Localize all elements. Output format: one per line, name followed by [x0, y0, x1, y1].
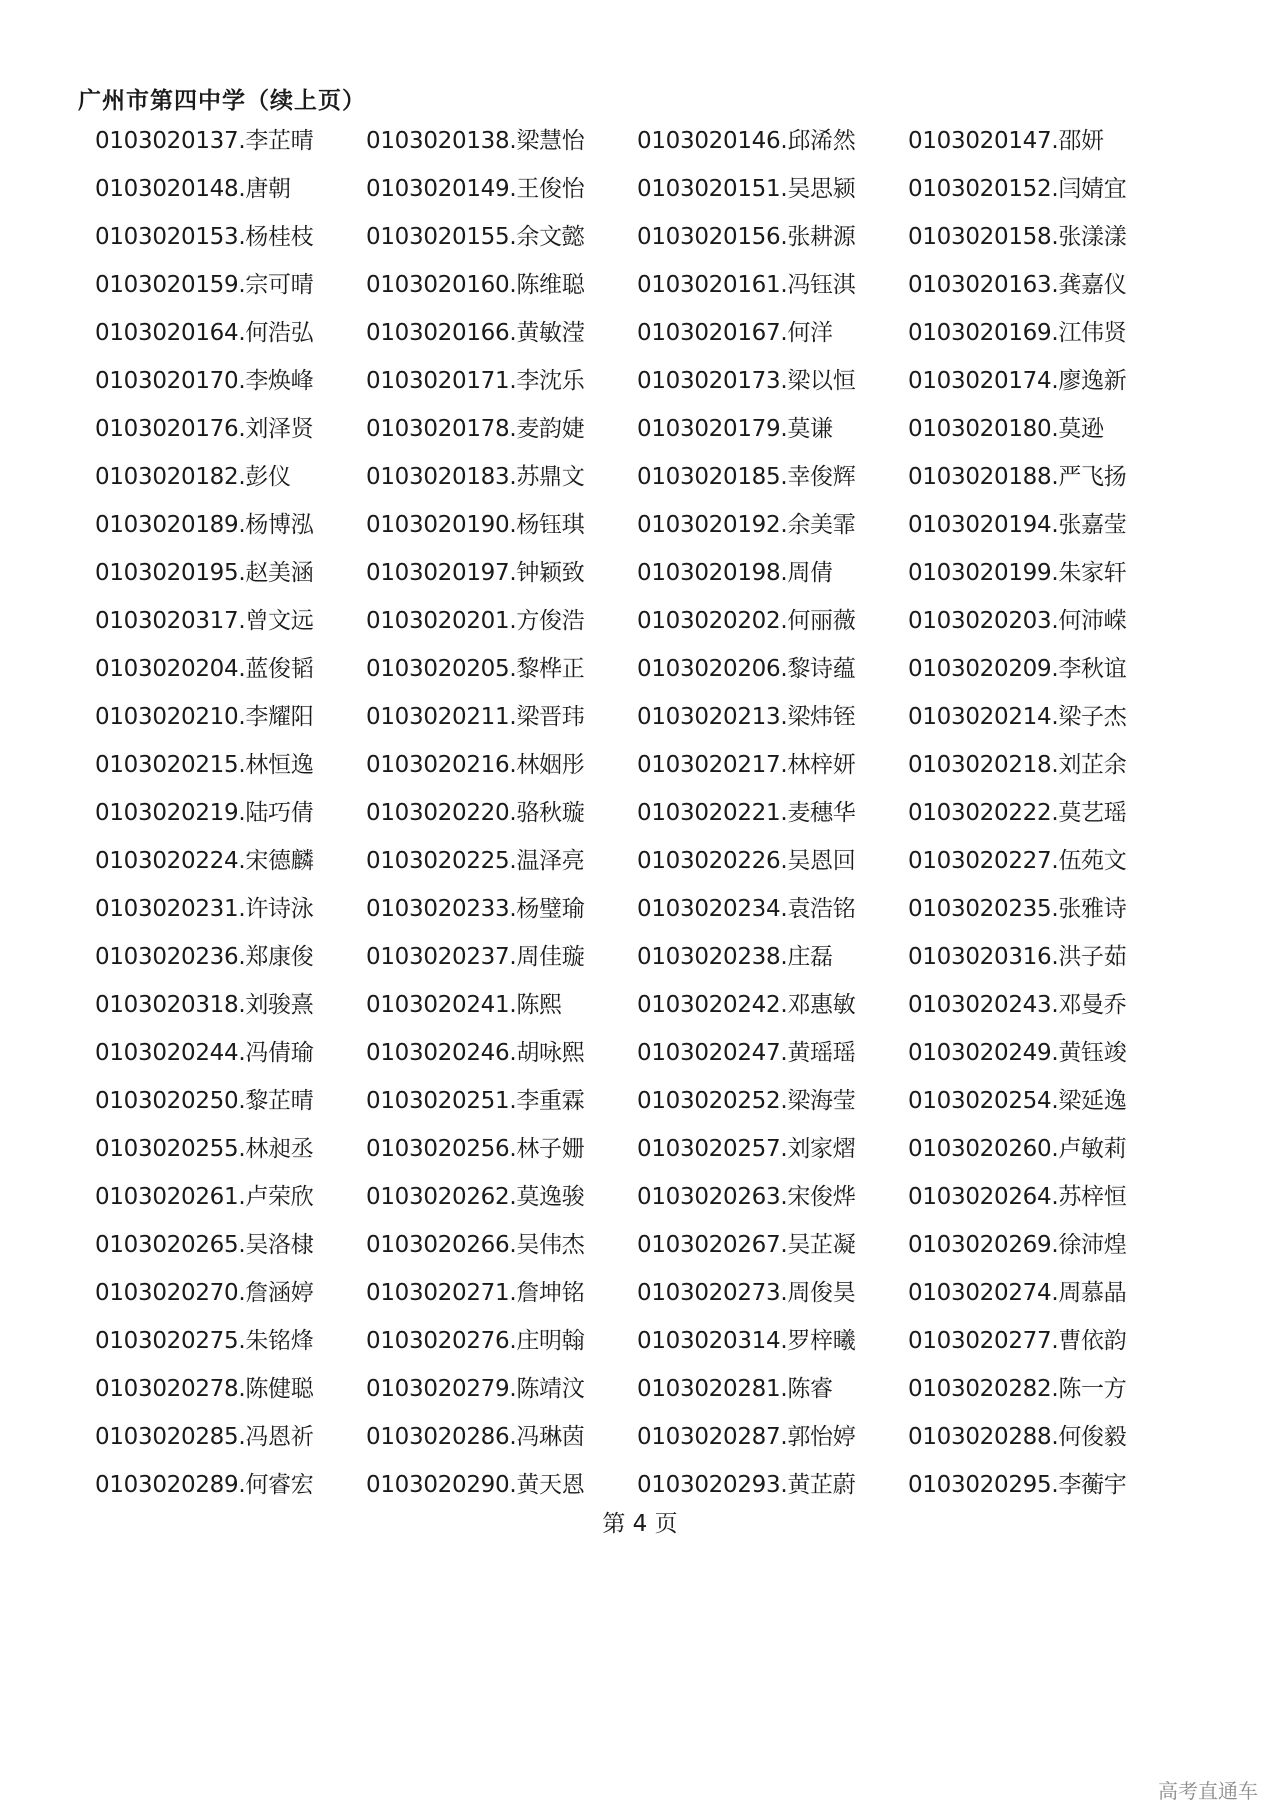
roster-entry: 0103020137.李芷晴: [95, 128, 314, 154]
roster-entry: 0103020244.冯倩瑜: [95, 1040, 314, 1066]
roster-entry: 0103020192.余美霏: [637, 512, 856, 538]
roster-entry: 0103020155.余文懿: [366, 224, 585, 250]
roster-entry: 0103020185.幸俊辉: [637, 464, 856, 490]
roster-entry: 0103020278.陈健聪: [95, 1376, 314, 1402]
roster-entry: 0103020264.苏梓恒: [908, 1184, 1127, 1210]
roster-entry: 0103020194.张嘉莹: [908, 512, 1127, 538]
roster-entry: 0103020250.黎芷晴: [95, 1088, 314, 1114]
roster-entry: 0103020265.吴洛棣: [95, 1232, 314, 1258]
roster-entry: 0103020289.何睿宏: [95, 1472, 314, 1498]
roster-entry: 0103020316.洪子茹: [908, 944, 1127, 970]
roster-entry: 0103020138.梁慧怡: [366, 128, 585, 154]
roster-entry: 0103020269.徐沛煌: [908, 1232, 1127, 1258]
roster-entry: 0103020202.何丽薇: [637, 608, 856, 634]
roster-entry: 0103020176.刘泽贤: [95, 416, 314, 442]
roster-entry: 0103020216.林姻彤: [366, 752, 585, 778]
roster-entry: 0103020221.麦穗华: [637, 800, 856, 826]
roster-entry: 0103020276.庄明翰: [366, 1328, 585, 1354]
roster-entry: 0103020279.陈靖汶: [366, 1376, 585, 1402]
roster-entry: 0103020209.李秋谊: [908, 656, 1127, 682]
roster-entry: 0103020219.陆巧倩: [95, 800, 314, 826]
roster-entry: 0103020215.林恒逸: [95, 752, 314, 778]
roster-entry: 0103020201.方俊浩: [366, 608, 585, 634]
roster-entry: 0103020231.许诗泳: [95, 896, 314, 922]
roster-entry: 0103020183.苏鼎文: [366, 464, 585, 490]
roster-entry: 0103020282.陈一方: [908, 1376, 1127, 1402]
roster-entry: 0103020226.吴恩回: [637, 848, 856, 874]
roster-entry: 0103020159.宗可晴: [95, 272, 314, 298]
roster-entry: 0103020146.邱浠然: [637, 128, 856, 154]
roster-entry: 0103020286.冯琳茵: [366, 1424, 585, 1450]
roster-entry: 0103020234.袁浩铭: [637, 896, 856, 922]
roster-entry: 0103020255.林昶丞: [95, 1136, 314, 1162]
roster-entry: 0103020290.黄天恩: [366, 1472, 585, 1498]
roster-entry: 0103020243.邓曼乔: [908, 992, 1127, 1018]
roster-entry: 0103020180.莫逊: [908, 416, 1104, 442]
roster-entry: 0103020179.莫谦: [637, 416, 833, 442]
roster-entry: 0103020222.莫艺瑶: [908, 800, 1127, 826]
roster-entry: 0103020271.詹坤铭: [366, 1280, 585, 1306]
roster-entry: 0103020266.吴伟杰: [366, 1232, 585, 1258]
roster-entry: 0103020261.卢荣欣: [95, 1184, 314, 1210]
roster-entry: 0103020247.黄瑶瑶: [637, 1040, 856, 1066]
roster-entry: 0103020237.周佳璇: [366, 944, 585, 970]
roster-entry: 0103020210.李耀阳: [95, 704, 314, 730]
roster-entry: 0103020225.温泽亮: [366, 848, 585, 874]
roster-entry: 0103020217.林梓妍: [637, 752, 856, 778]
roster-entry: 0103020251.李重霖: [366, 1088, 585, 1114]
roster-entry: 0103020199.朱家轩: [908, 560, 1127, 586]
roster-entry: 0103020275.朱铭烽: [95, 1328, 314, 1354]
roster-entry: 0103020267.吴芷凝: [637, 1232, 856, 1258]
roster-entry: 0103020281.陈睿: [637, 1376, 833, 1402]
roster-entry: 0103020197.钟颖致: [366, 560, 585, 586]
roster-entry: 0103020260.卢敏莉: [908, 1136, 1127, 1162]
student-roster: [95, 124, 1155, 1516]
page-number: 第 4 页: [602, 1511, 678, 1537]
roster-entry: 0103020235.张雅诗: [908, 896, 1127, 922]
roster-entry: 0103020182.彭仪: [95, 464, 291, 490]
roster-entry: 0103020293.黄芷蔚: [637, 1472, 856, 1498]
roster-entry: 0103020238.庄磊: [637, 944, 833, 970]
roster-entry: 0103020220.骆秋璇: [366, 800, 585, 826]
roster-entry: 0103020152.闫婧宜: [908, 176, 1127, 202]
watermark: 高考直通车: [1158, 1779, 1258, 1803]
roster-entry: 0103020211.梁晋玮: [366, 704, 585, 730]
roster-entry: 0103020317.曾文远: [95, 608, 314, 634]
roster-entry: 0103020262.莫逸骏: [366, 1184, 585, 1210]
roster-entry: 0103020203.何沛嵘: [908, 608, 1127, 634]
roster-entry: 0103020270.詹涵婷: [95, 1280, 314, 1306]
roster-entry: 0103020236.郑康俊: [95, 944, 314, 970]
roster-entry: 0103020242.邓惠敏: [637, 992, 856, 1018]
roster-entry: 0103020241.陈熙: [366, 992, 562, 1018]
roster-entry: 0103020263.宋俊烨: [637, 1184, 856, 1210]
roster-entry: 0103020227.伍苑文: [908, 848, 1127, 874]
roster-entry: 0103020256.林子姗: [366, 1136, 585, 1162]
roster-entry: 0103020149.王俊怡: [366, 176, 585, 202]
roster-entry: 0103020287.郭怡婷: [637, 1424, 856, 1450]
roster-entry: 0103020198.周倩: [637, 560, 833, 586]
page-title: 广州市第四中学（续上页）: [78, 88, 366, 114]
roster-entry: 0103020151.吴思颍: [637, 176, 856, 202]
roster-entry: 0103020188.严飞扬: [908, 464, 1127, 490]
roster-entry: 0103020274.周慕晶: [908, 1280, 1127, 1306]
roster-entry: 0103020277.曹依韵: [908, 1328, 1127, 1354]
roster-entry: 0103020273.周俊昊: [637, 1280, 856, 1306]
roster-entry: 0103020295.李蘅宇: [908, 1472, 1127, 1498]
roster-entry: 0103020214.梁子杰: [908, 704, 1127, 730]
roster-entry: 0103020206.黎诗蕴: [637, 656, 856, 682]
roster-entry: 0103020190.杨钰琪: [366, 512, 585, 538]
roster-entry: 0103020158.张漾漾: [908, 224, 1127, 250]
roster-entry: 0103020252.梁海莹: [637, 1088, 856, 1114]
roster-entry: 0103020148.唐朝: [95, 176, 291, 202]
roster-entry: 0103020224.宋德麟: [95, 848, 314, 874]
roster-entry: 0103020314.罗梓曦: [637, 1328, 856, 1354]
roster-entry: 0103020174.廖逸新: [908, 368, 1127, 394]
roster-entry: 0103020189.杨博泓: [95, 512, 314, 538]
roster-entry: 0103020218.刘芷余: [908, 752, 1127, 778]
roster-entry: 0103020213.梁炜铚: [637, 704, 856, 730]
roster-entry: 0103020249.黄钰竣: [908, 1040, 1127, 1066]
roster-entry: 0103020164.何浩弘: [95, 320, 314, 346]
roster-entry: 0103020318.刘骏熹: [95, 992, 314, 1018]
roster-entry: 0103020288.何俊毅: [908, 1424, 1127, 1450]
roster-entry: 0103020153.杨桂枝: [95, 224, 314, 250]
roster-entry: 0103020195.赵美涵: [95, 560, 314, 586]
roster-entry: 0103020205.黎桦正: [366, 656, 585, 682]
roster-entry: 0103020204.蓝俊韬: [95, 656, 314, 682]
roster-entry: 0103020171.李沈乐: [366, 368, 585, 394]
roster-entry: 0103020173.梁以恒: [637, 368, 856, 394]
roster-entry: 0103020178.麦韵婕: [366, 416, 585, 442]
roster-entry: 0103020170.李焕峰: [95, 368, 314, 394]
roster-entry: 0103020169.江伟贤: [908, 320, 1127, 346]
roster-entry: 0103020167.何洋: [637, 320, 833, 346]
roster-entry: 0103020166.黄敏滢: [366, 320, 585, 346]
roster-entry: 0103020160.陈维聪: [366, 272, 585, 298]
roster-entry: 0103020163.龚嘉仪: [908, 272, 1127, 298]
roster-entry: 0103020156.张耕源: [637, 224, 856, 250]
roster-entry: 0103020257.刘家熠: [637, 1136, 856, 1162]
roster-entry: 0103020147.邵妍: [908, 128, 1104, 154]
roster-entry: 0103020285.冯恩祈: [95, 1424, 314, 1450]
roster-entry: 0103020161.冯钰淇: [637, 272, 856, 298]
roster-entry: 0103020233.杨璧瑜: [366, 896, 585, 922]
roster-entry: 0103020246.胡咏熙: [366, 1040, 585, 1066]
roster-entry: 0103020254.梁延逸: [908, 1088, 1127, 1114]
